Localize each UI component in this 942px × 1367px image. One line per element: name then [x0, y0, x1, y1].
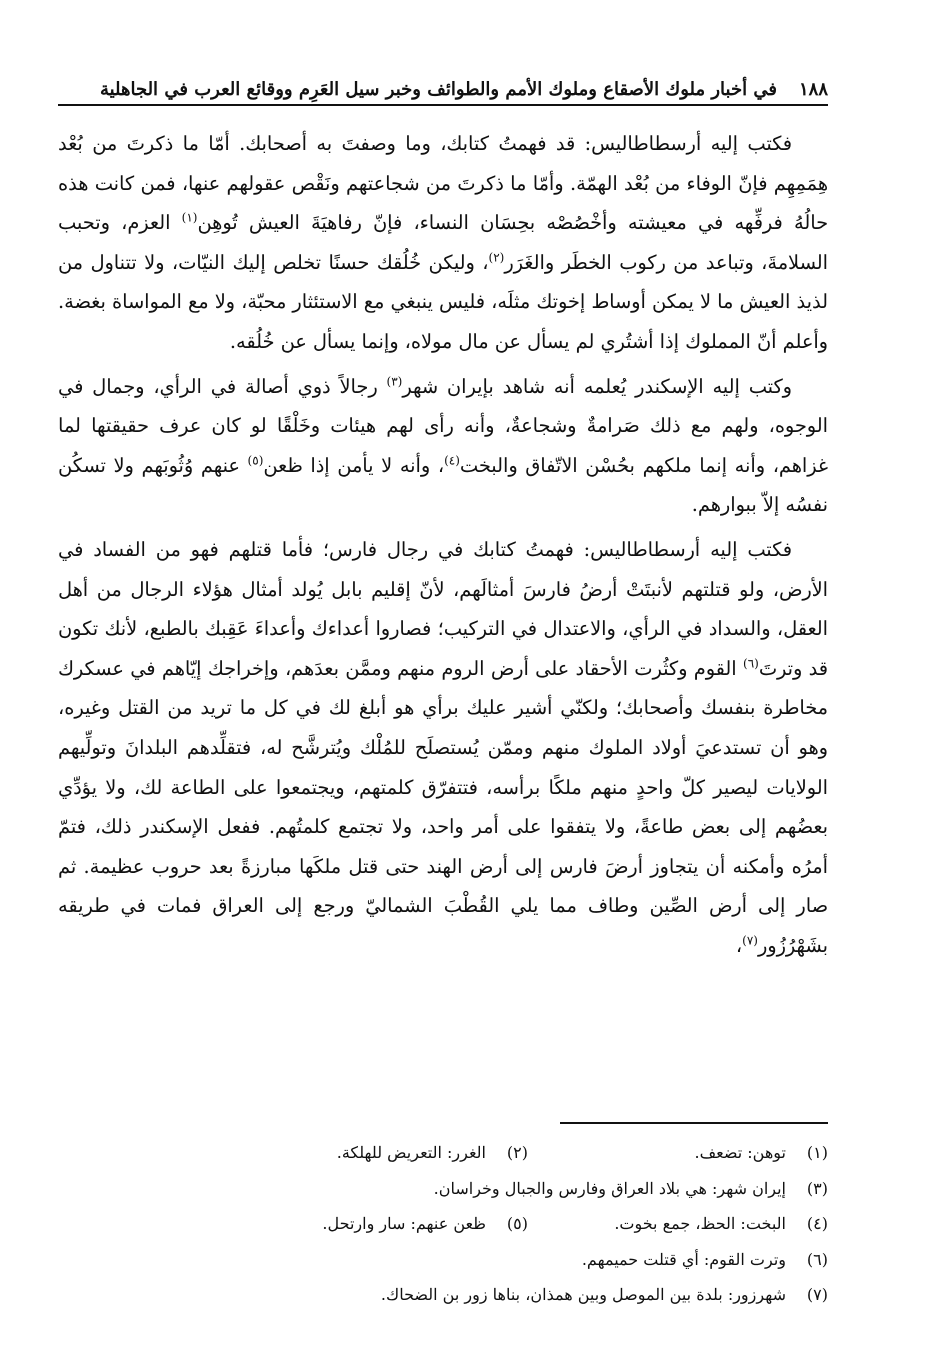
- footnote-text: الغرر: التعريض للهلكة.: [336, 1143, 486, 1162]
- text-run: ،: [735, 933, 743, 957]
- running-header: [58, 68, 828, 102]
- paragraph: [58, 124, 828, 362]
- footnote-marker: (٥): [247, 453, 264, 468]
- text-run: ، وليكن خُلُقك حسنًا تخلص إليك النيّات، ولا تتناول من لذيذ العيش ما لا يمكن أوساط إخوتك مثلَه، فليس ينبغي مع الاستئثار محبّة، ولا مع المواساة بغضة. وأعلم أنّ المملوك إذا أشتُري لم يسأل عن مال مولاه، وإنما يسأل عن خُلُقه.: [58, 250, 828, 353]
- footnote-rule: [560, 1122, 828, 1124]
- text-run: رجالاً ذوي أصالة في الرأي، وجمال في الوجوه، ولهم مع ذلك صَرامةٌ وشجاعةٌ، وأنه رأى لهم هيئات وخَلْقًا لو كان عرف حقيقتها لما غزاهم، وأنه إنما ملكهم بحُسْن الاتّفاق والبخت: [58, 374, 828, 477]
- text-run: فكتب إليه أرسطاطاليس: قد فهمتُ كتابك، وما وصفتَ به أصحابك. أمّا ما ذكرتَ من بُعْد هِمَمِهِم فإنّ الوفاء من بُعْد الهمّة. وأمّا ما ذكرتَ من شجاعتهم ونَقْص عقولهم عنها، فمن كانت هذه حالُهُ فرفِّهه في معيشته وأخْصُصْه بحِسَان النساء، فإنّ رفاهيَةَ العيش تُوهِن: [58, 132, 828, 235]
- footnote-marker: (٦): [743, 656, 759, 671]
- running-title: في أخبار ملوك الأصقاع وملوك الأمم والطوائف وخبر سيل العَرِم ووقائع العرب في الجاهلية: [99, 79, 777, 100]
- footnote-number: (٦): [806, 1249, 828, 1269]
- footnote-marker: (٧): [742, 933, 758, 948]
- header-rule: [58, 104, 828, 106]
- footnote-number: (٣): [806, 1178, 828, 1198]
- text-run: ، وأنه لا يأمن إذا ظعن: [263, 453, 445, 477]
- footnote-number: (١): [806, 1143, 828, 1162]
- footnote-marker: (٤): [444, 453, 460, 468]
- footnote-text: إيران شهر: هي بلاد العراق وفارس والجبال وخراسان.: [433, 1178, 786, 1198]
- footnote-marker: (٢): [488, 250, 505, 265]
- footnotes: [58, 1135, 828, 1313]
- footnote-row: [58, 1135, 828, 1171]
- footnote-number: (٢): [506, 1143, 528, 1162]
- text-run: فكتب إليه أرسطاطاليس: فهمتُ كتابك في رجال فارس؛ فأما قتلهم فهو من الفساد في الأرض، ولو قتلتهم لأنبتَتْ أرضُ فارسَ أمثالَهم، لأنّ إقليم بابل يُولد أمثال هؤلاء الرجال من أهل العقل، والسداد في الرأي، والاعتدال في التركيب؛ فصاروا أعداءك وأعداءَ عَقِبك بالطبع، لأنك تكون قد وترتَ: [58, 537, 828, 680]
- paragraph: [58, 367, 828, 525]
- page-number: ١٨٨: [798, 79, 828, 100]
- footnote-number: (٥): [506, 1214, 528, 1234]
- footnote-row: [58, 1171, 828, 1207]
- footnote-marker: (١): [181, 210, 198, 225]
- footnote: [528, 1135, 828, 1171]
- footnote: [434, 1171, 828, 1207]
- footnote-row: [58, 1277, 828, 1313]
- text-run: القوم وكثُرت الأحقاد على أرض الروم منهم وممَّن بعدَهم، وإخراجك إيّاهم في عسكرك مخاطرة بنفسك وأصحابك؛ ولكنّي أشير عليك برأي هو أبلغ لك في كل ما تريد من القتل وغيره، وهو أن تستدعيَ أولاد الملوك منهم وممّن يُستصلَح للمُلْك ويُترشَّح له، فتقلِّدهم البلدانَ وتولِّيهم الولايات ليصير كلّ واحدٍ منهم ملكًا برأسه، فتتفرّق كلمتهم، ويجتمعوا على الطاعة لك، ولا يؤدِّي بعضُهم إلى بعض طاعةً، ولا يتفقوا على أمر واحد، ولا تجتمع كلمتُهم. ففعل الإسكندر ذلك، فتمّ أمرُه وأمكنه أن يتجاوز أرضَ فارس إلى أرض الهند حتى قتل ملكَها مبارزةً بعد حروب عظيمة. ثم صار إلى أرض الصِّين وطاف مما يلي القُطْبَ الشماليّ ورجع إلى العراق فمات في طريقه بشَهْرُزُور: [58, 656, 828, 957]
- paragraph: [58, 530, 828, 966]
- footnote-text: وترت القوم: أي قتلت حميمهم.: [581, 1249, 786, 1269]
- footnote-row: [58, 1206, 828, 1242]
- footnote-marker: (٣): [386, 374, 403, 389]
- text-run: العزم، وتحبب السلامةَ، وتباعد من ركوب الخطَر والغَرَر: [58, 211, 828, 274]
- footnote-row: [58, 1242, 828, 1278]
- body-text: [58, 124, 828, 965]
- text-run: عنهم وُثُوبَهم ولا تسكُن نفسُه إلاّ ببوارهم.: [58, 453, 828, 517]
- footnote: [337, 1135, 528, 1171]
- footnote-number: (٧): [806, 1285, 828, 1305]
- footnote: [582, 1242, 828, 1278]
- footnote-text: توهن: تضعف.: [694, 1143, 786, 1162]
- footnote: [322, 1206, 528, 1242]
- footnote-text: ظعن عنهم: سار وارتحل.: [322, 1214, 486, 1234]
- footnote: [381, 1277, 828, 1313]
- footnote-text: شهرزور: بلدة بين الموصل وبين همذان، بناها زور بن الضحاك.: [380, 1285, 786, 1305]
- text-run: وكتب إليه الإسكندر يُعلمه أنه شاهد بإيران شهر: [402, 374, 792, 398]
- footnote-text: البخت: الحظ، جمع بخوت.: [614, 1214, 786, 1234]
- footnote-number: (٤): [806, 1214, 828, 1234]
- footnote: [528, 1206, 828, 1242]
